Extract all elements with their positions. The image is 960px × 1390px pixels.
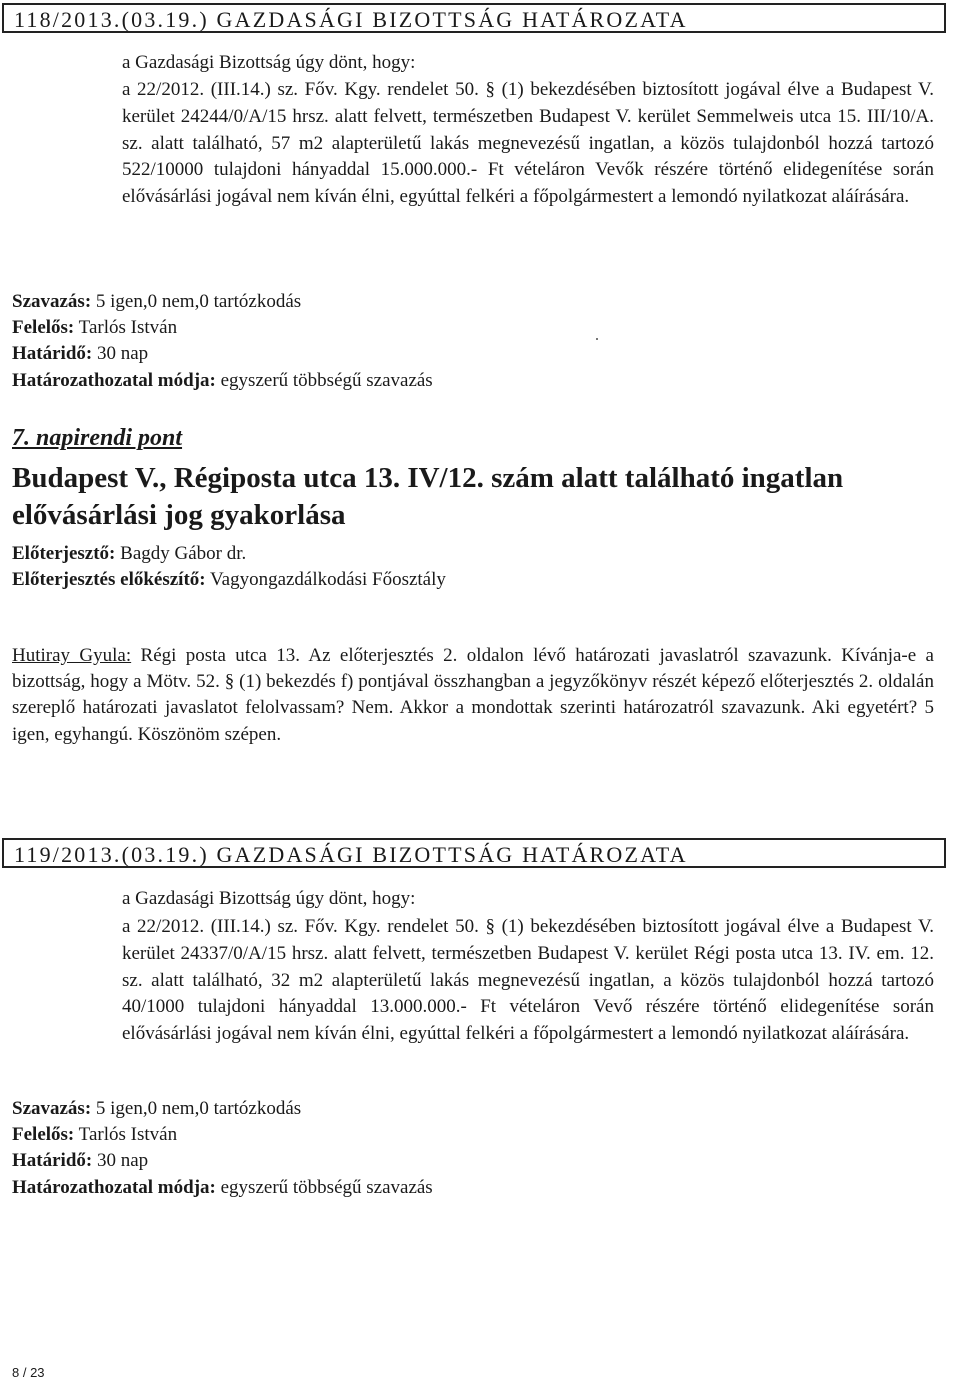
page-number: 8 / 23 — [12, 1365, 45, 1380]
method-value: egyszerű többségű szavazás — [215, 1176, 433, 1198]
resolution-2-text: a 22/2012. (III.14.) sz. Főv. Kgy. rendelet 50. § (1) bekezdésében biztosított jogával élve a Budapest V. kerület 24337/0/A/15 hrsz. alatt felvett, természetben Budapest V. kerület Régi posta utca 13. IV. em. 12. sz. alatt található, 32 m2 alapterületű lakás megnevezésű ingatlan, a közös tulajdonból hozzá tartozó 40/1000 tulajdoni hányaddal 13.000.000.- Ft vételáron Vevő részére történő elidegenítése során elővásárlási jogával nem kíván élni, egyúttal felkéri a főpolgármestert a lemondó nyilatkozat aláírására. — [122, 916, 934, 1045]
resolution-1-body — [122, 77, 934, 211]
deadline-value: 30 nap — [92, 1150, 149, 1172]
resolution-1-title-box — [2, 3, 946, 33]
vote-value: 5 igen,0 nem,0 tartózkodás — [91, 291, 302, 312]
deadline-label: Határidő: — [12, 343, 93, 365]
deadline-label: Határidő: — [12, 1150, 93, 1172]
responsible-label: Felelős: — [12, 1124, 75, 1146]
resolution-1-text: a 22/2012. (III.14.) sz. Főv. Kgy. rendelet 50. § (1) bekezdésében biztosított jogával élve a Budapest V. kerület 24244/0/A/15 hrsz. alatt felvett, természetben Budapest V. kerület Semmelweis utca 15. III/10/A. sz. alatt található, 57 m2 alapterületű lakás megnevezésű ingatlan, a közös tulajdonból hozzá tartozó 522/10000 tulajdoni hányaddal 15.000.000.- Ft vételáron Vevők részére történő elidegenítése során elővásárlási jogával nem kíván élni, egyúttal felkéri a főpolgármestert a lemondó nyilatkozat aláírására. — [122, 79, 934, 208]
presenter-value: Bagdy Gábor dr. — [115, 543, 247, 564]
responsible-label: Felelős: — [12, 317, 75, 339]
method-line — [12, 1175, 433, 1201]
vote-label: Szavazás: — [12, 1098, 92, 1119]
resolution-2-title: 119/2013.(03.19.) GAZDASÁGI BIZOTTSÁG HATÁROZATA — [14, 842, 688, 867]
deadline-line — [12, 1148, 433, 1174]
responsible-line — [12, 315, 433, 341]
preparer-value: Vagyongazdálkodási Főosztály — [205, 569, 446, 590]
method-line — [12, 368, 433, 394]
responsible-value: Tarlós István — [74, 1124, 178, 1146]
resolution-1-lead: a Gazdasági Bizottság úgy dönt, hogy: — [122, 52, 416, 73]
agenda-presenters — [12, 541, 446, 593]
resolution-2-title-box — [2, 838, 946, 868]
preparer-label: Előterjesztés előkészítő: — [12, 569, 206, 590]
deadline-value: 30 nap — [92, 343, 149, 365]
resolution-2-lead: a Gazdasági Bizottság úgy dönt, hogy: — [122, 888, 416, 909]
responsible-line — [12, 1122, 433, 1148]
responsible-value: Tarlós István — [74, 317, 178, 339]
vote-label: Szavazás: — [12, 291, 92, 312]
method-label: Határozathozatal módja: — [12, 369, 216, 391]
vote-value: 5 igen,0 nem,0 tartózkodás — [91, 1098, 302, 1119]
agenda-item-title: 7. napirendi pont — [12, 425, 183, 451]
scan-speck — [596, 338, 598, 340]
resolution-1-meta — [12, 289, 433, 394]
preparer-line — [12, 567, 446, 593]
method-label: Határozathozatal módja: — [12, 1176, 216, 1198]
resolution-2-body — [122, 914, 934, 1048]
minutes-paragraph — [12, 643, 934, 748]
deadline-line — [12, 341, 433, 367]
vote-line — [12, 289, 433, 315]
agenda-heading: Budapest V., Régiposta utca 13. IV/12. szám alatt található ingatlan elővásárlási jog gyakorlása — [12, 462, 844, 531]
resolution-1-title: 118/2013.(03.19.) GAZDASÁGI BIZOTTSÁG HATÁROZATA — [14, 7, 688, 32]
resolution-2-meta — [12, 1096, 433, 1201]
minutes-text: Régi posta utca 13. Az előterjesztés 2. oldalon lévő határozati javaslatról szavazunk. Kívánja-e a bizottság, hogy a Mötv. 52. § (1) bekezdés f) pontjával összhangban a jegyzőkönyv részét képező előterjesztés 2. oldalán szereplő határozati javaslatot felolvassam? Nem. Akkor a mondottak szerinti határozatról szavazunk. Aki egyetért? 5 igen, egyhangú. Köszönöm szépen. — [12, 645, 934, 745]
vote-line — [12, 1096, 433, 1122]
presenter-line — [12, 541, 446, 567]
method-value: egyszerű többségű szavazás — [215, 369, 433, 391]
speaker-name: Hutiray Gyula: — [12, 645, 132, 666]
presenter-label: Előterjesztő: — [12, 543, 116, 564]
